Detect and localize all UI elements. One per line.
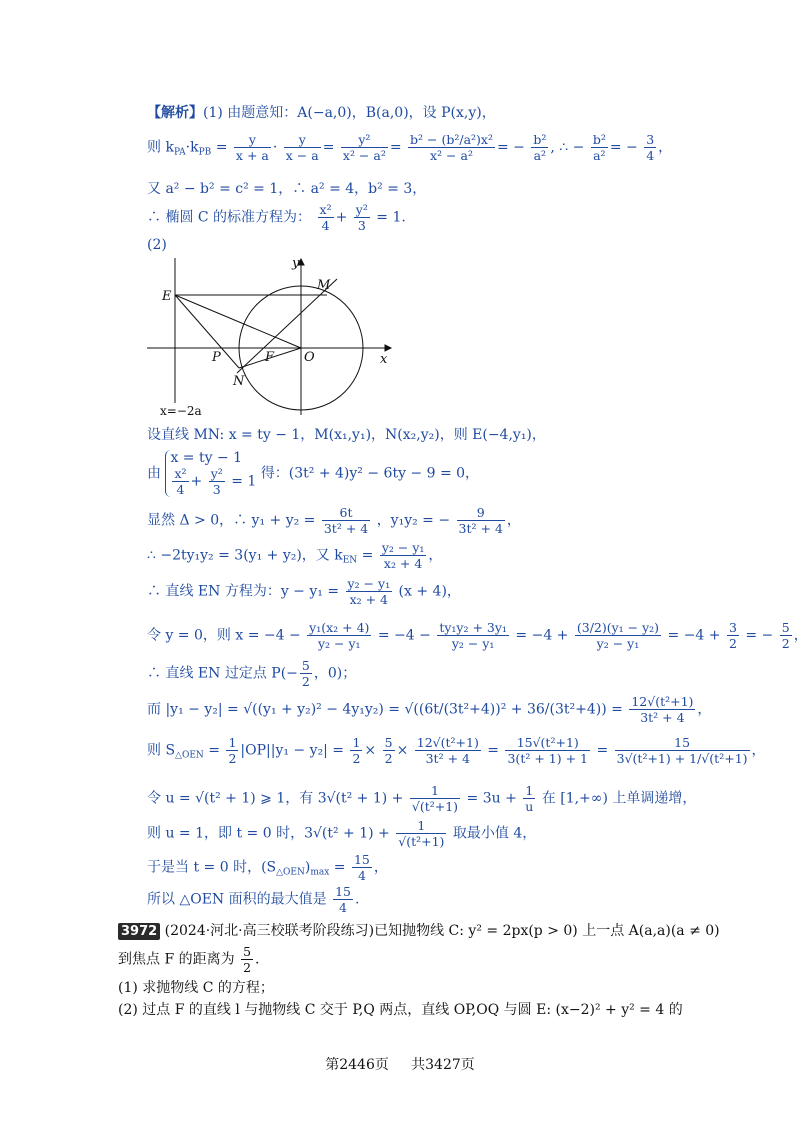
solution-line-3: 又 a² − b² = c² = 1，∴ a² = 4，b² = 3， bbox=[147, 181, 427, 197]
geometry-figure bbox=[147, 255, 397, 420]
solution-line-15: 令 u = √(t² + 1) ⩾ 1，有 3√(t² + 1) + $\frac{1}{\text{√(t²+1)}}$ = 3u + $\frac{1}{u}$ 在 [1,+∞) 上单调递增， bbox=[147, 783, 697, 814]
page-number: 第2446页 bbox=[325, 1057, 389, 1073]
x-axis-arrow bbox=[385, 345, 391, 351]
segment-EO bbox=[175, 295, 301, 348]
solution-line-1: 【解析】(1) 由题意知：A(−a,0)，B(a,0)，设 P(x,y)， bbox=[147, 105, 496, 121]
label-M: M bbox=[317, 278, 331, 293]
label-E: E bbox=[162, 289, 172, 304]
solution-line-9: ∴ −2ty₁y₂ = 3(y₁ + y₂)，又 $k_{EN}$ = $\frac{\text{y₂ − y₁}}{\text{x₂ + 4}}$ ， bbox=[147, 540, 443, 571]
label-y: y bbox=[292, 256, 300, 271]
question-line-4: (2) 过点 F 的直线 l 与抛物线 C 交于 P,Q 两点，直线 OP,OQ 与圆 E: (x−2)² + y² = 4 的 bbox=[118, 1002, 683, 1018]
solution-line-8: 显然 Δ > 0，∴ y₁ + y₂ = $\frac{6t}{\text{3t² + 4}}$ ，y₁y₂ = − $\frac{9}{\text{3t² + 4}}$ ， bbox=[147, 505, 521, 536]
label-O: O bbox=[304, 350, 315, 365]
page-footer bbox=[0, 1054, 800, 1074]
solution-line-5: (2) bbox=[147, 237, 167, 253]
solution-line-17: 于是当 t = 0 时，$(S_{\triangle OEN})_{max}$ = $\frac{15}{4}$ ， bbox=[147, 852, 388, 883]
label-F: F bbox=[265, 350, 275, 365]
question-line-2: 到焦点 F 的距离为 $\frac{5}{2}$ . bbox=[118, 944, 260, 975]
solution-line-13: 而 |y₁ − y₂| = √((y₁ + y₂)² − 4y₁y₂) = √((6t/(3t²+4))² + 36/(3t²+4)) = $\frac{\text{12√(t²+1)}}{\text{3t² + 4}}$ ， bbox=[147, 694, 712, 725]
solution-line-4: ∴ 椭圆 C 的标准方程为： $\frac{\text{x²}}{4}$ + $\frac{\text{y²}}{3}$ = 1. bbox=[147, 202, 406, 233]
segment-EN bbox=[175, 295, 239, 368]
line-MN bbox=[237, 279, 337, 373]
label-N: N bbox=[233, 374, 245, 389]
label-x: x bbox=[380, 352, 388, 367]
solution-line-14: 则 $S_{\triangle OEN}$ = $\frac{1}{2}$ |OP||y₁ − y₂| = $\frac{1}{2}$ × $\frac{5}{2}$ × $\frac{\text{12√(t²+1)}}{\text{3t² + 4}}$ = $\frac{\text{15√(t²+1)}}{\text{3(t² + 1) + 1}}$ = $\frac{15}{\text{3√(t²+1) + 1/√(t²+1)}}$ ， bbox=[147, 735, 766, 766]
question-number-badge: 3972 bbox=[118, 923, 160, 940]
solution-line-10: ∴ 直线 EN 方程为：y − y₁ = $\frac{\text{y₂ − y₁}}{\text{x₂ + 4}}$ (x + 4)， bbox=[147, 576, 461, 607]
solution-line-7: 由 x = ty − 1 $\frac{\text{x²}}{4}$ + $\frac{\text{y²}}{3}$ = 1 得：(3t² + 4)y² − 6ty − 9 = 0， bbox=[147, 450, 480, 497]
label-P: P bbox=[212, 350, 221, 365]
analysis-label: 【解析】 bbox=[147, 105, 203, 121]
solution-line-6: 设直线 MN: x = ty − 1，M(x₁,y₁)，N(x₂,y₂)，则 E(−4,y₁)， bbox=[147, 427, 546, 443]
solution-line-12: ∴ 直线 EN 过定点 P(− $\frac{5}{2}$ ，0)； bbox=[147, 658, 357, 689]
total-pages: 共3427页 bbox=[411, 1057, 475, 1073]
question-line-3: (1) 求抛物线 C 的方程； bbox=[118, 980, 274, 996]
solution-line-16: 则 u = 1，即 t = 0 时，3√(t² + 1) + $\frac{1}{\text{√(t²+1)}}$ 取最小值 4， bbox=[147, 818, 537, 849]
solution-line-11: 令 y = 0，则 x = −4 − $\frac{\text{y₁(x₂ + 4)}}{\text{y₂ − y₁}}$ = −4 − $\frac{\text{ty₁y₂ + 3y₁}}{\text{y₂ − y₁}}$ = −4 + $\frac{\text{(3/2)(y₁ − y₂)}}{\text{y₂ − y₁}}$ = −4 + $\frac{3}{2}$ = − $\frac{5}{2}$ ， bbox=[147, 620, 808, 651]
solution-line-18: 所以 △OEN 面积的最大值是 $\frac{15}{4}$ . bbox=[147, 884, 360, 915]
label-line: x=−2a bbox=[160, 404, 202, 418]
solution-line-2: 则 $k_{PA}\cdot k_{PB}$ = $\frac{y}{x + a}$ · $\frac{y}{x - a}$ = $\frac{\text{y²}}{\text{x² − a²}}$ = $\frac{\text{b² − (b²/a²)x²}}{\text{x² − a²}}$ = − $\frac{\text{b²}}{\text{a²}}$ , ∴ − $\frac{\text{b²}}{\text{a²}}$ = − $\frac{3}{4}$ ， bbox=[147, 132, 673, 163]
question-line-1: 3972 (2024·河北·高三校联考阶段练习)已知抛物线 C: y² = 2px(p > 0) 上一点 A(a,a)(a ≠ 0) bbox=[118, 921, 720, 941]
